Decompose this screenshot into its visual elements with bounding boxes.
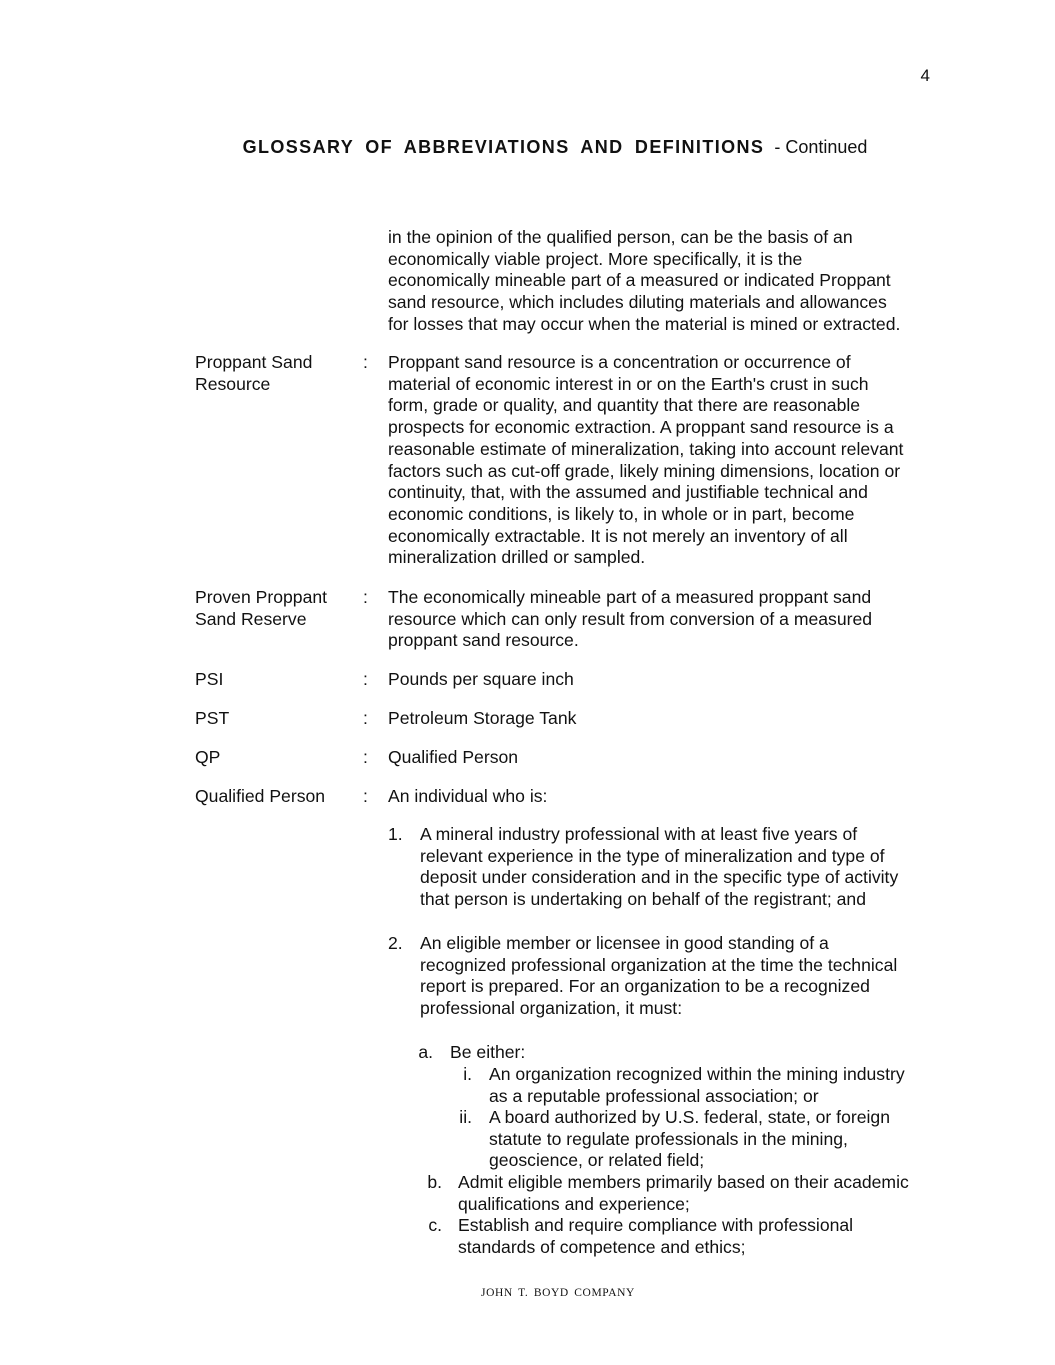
text-line: material of economic interest in or on the Earth's crust in such [388, 373, 869, 394]
text-line: economically viable project. More specifically, it is the [388, 248, 803, 269]
sub-list-text: Be either: [450, 1042, 526, 1062]
list-number: 1. [388, 824, 403, 844]
roman-numeral: i. [463, 1064, 472, 1084]
term-line: Proven Proppant [195, 587, 328, 607]
term [195, 587, 355, 630]
separator: : [363, 587, 368, 607]
definition [388, 587, 950, 652]
text-line: The economically mineable part of a measured proppant sand [388, 587, 872, 607]
separator: : [363, 352, 368, 372]
continued-definition [388, 227, 948, 336]
text-line: reasonable estimate of mineralization, taking into account relevant [388, 438, 904, 459]
heading-title: GLOSSARY OF ABBREVIATIONS AND DEFINITIONS [242, 137, 765, 157]
separator: : [363, 669, 368, 689]
text-line: proppant sand resource. [388, 630, 579, 651]
text-line: professional organization, it must: [420, 998, 683, 1019]
text-line: factors such as cut-off grade, likely mining dimensions, location or [388, 460, 901, 481]
text-line: economically extractable. It is not merely an inventory of all [388, 525, 848, 546]
sub-list-letter: c. [428, 1215, 442, 1235]
text-line: standards of competence and ethics; [458, 1236, 746, 1257]
definition: An individual who is: [388, 786, 548, 806]
page-footer: JOHN T. BOYD COMPANY [481, 1287, 635, 1299]
text-line: recognized professional organization at the time the technical [420, 954, 898, 975]
text-line: report is prepared. For an organization to be a recognized [420, 976, 870, 997]
text-line: mineralization drilled or sampled. [388, 547, 646, 568]
definition: Petroleum Storage Tank [388, 708, 577, 728]
term-line: Sand Reserve [195, 608, 307, 629]
text-line: continuity, that, with the assumed and justifiable technical and [388, 482, 868, 503]
text-line: that person is undertaking on behalf of the registrant; and [420, 889, 867, 910]
text-line: Establish and require compliance with professional [458, 1215, 854, 1235]
text-line: qualifications and experience; [458, 1193, 690, 1214]
text-line: sand resource, which includes diluting materials and allowances [388, 292, 887, 313]
separator: : [363, 708, 368, 728]
text-line: in the opinion of the qualified person, can be the basis of an [388, 227, 853, 247]
list-number: 2. [388, 933, 403, 953]
separator: : [363, 786, 368, 806]
text-line: for losses that may occur when the material is mined or extracted. [388, 313, 901, 334]
text-line: statute to regulate professionals in the mining, [489, 1128, 848, 1149]
term: QP [195, 747, 221, 767]
page-number: 4 [920, 66, 930, 85]
text-line: An organization recognized within the mining industry [489, 1064, 905, 1084]
term-line: Resource [195, 373, 271, 394]
text-line: economically mineable part of a measured or indicated Proppant [388, 270, 891, 291]
definition: Pounds per square inch [388, 669, 574, 689]
text-line: A mineral industry professional with at least five years of [420, 824, 858, 844]
heading-continued: - Continued [774, 137, 868, 157]
page-heading [0, 137, 1055, 158]
sub-list-text [458, 1215, 948, 1258]
sub-list-text [458, 1172, 948, 1215]
roman-text [489, 1064, 948, 1107]
text-line: form, grade or quality, and quantity that there are reasonable [388, 395, 861, 416]
list-text [420, 824, 948, 911]
term: Qualified Person [195, 786, 326, 806]
definition: Qualified Person [388, 747, 519, 767]
text-line: Proppant sand resource is a concentration or occurrence of [388, 352, 851, 372]
text-line: as a reputable professional association; or [489, 1085, 819, 1106]
text-line: geoscience, or related field; [489, 1150, 705, 1171]
text-line: prospects for economic extraction. A proppant sand resource is a [388, 417, 894, 438]
sub-list-letter: b. [427, 1172, 442, 1192]
text-line: economic conditions, is likely to, in whole or in part, become [388, 503, 855, 524]
text-line: resource which can only result from conversion of a measured [388, 608, 873, 629]
term-line: Proppant Sand [195, 352, 313, 372]
list-text [420, 933, 948, 1020]
text-line: deposit under consideration and in the specific type of activity [420, 867, 899, 888]
roman-numeral: ii. [459, 1107, 472, 1127]
separator: : [363, 747, 368, 767]
text-line: A board authorized by U.S. federal, state, or foreign [489, 1107, 890, 1127]
term: PST [195, 708, 230, 728]
text-line: An eligible member or licensee in good standing of a [420, 933, 829, 953]
sub-list-letter: a. [418, 1042, 433, 1062]
text-line: Admit eligible members primarily based on their academic [458, 1172, 909, 1192]
definition [388, 352, 950, 569]
text-line: relevant experience in the type of mineralization and type of [420, 845, 885, 866]
term [195, 352, 355, 395]
term: PSI [195, 669, 224, 689]
roman-text [489, 1107, 948, 1172]
